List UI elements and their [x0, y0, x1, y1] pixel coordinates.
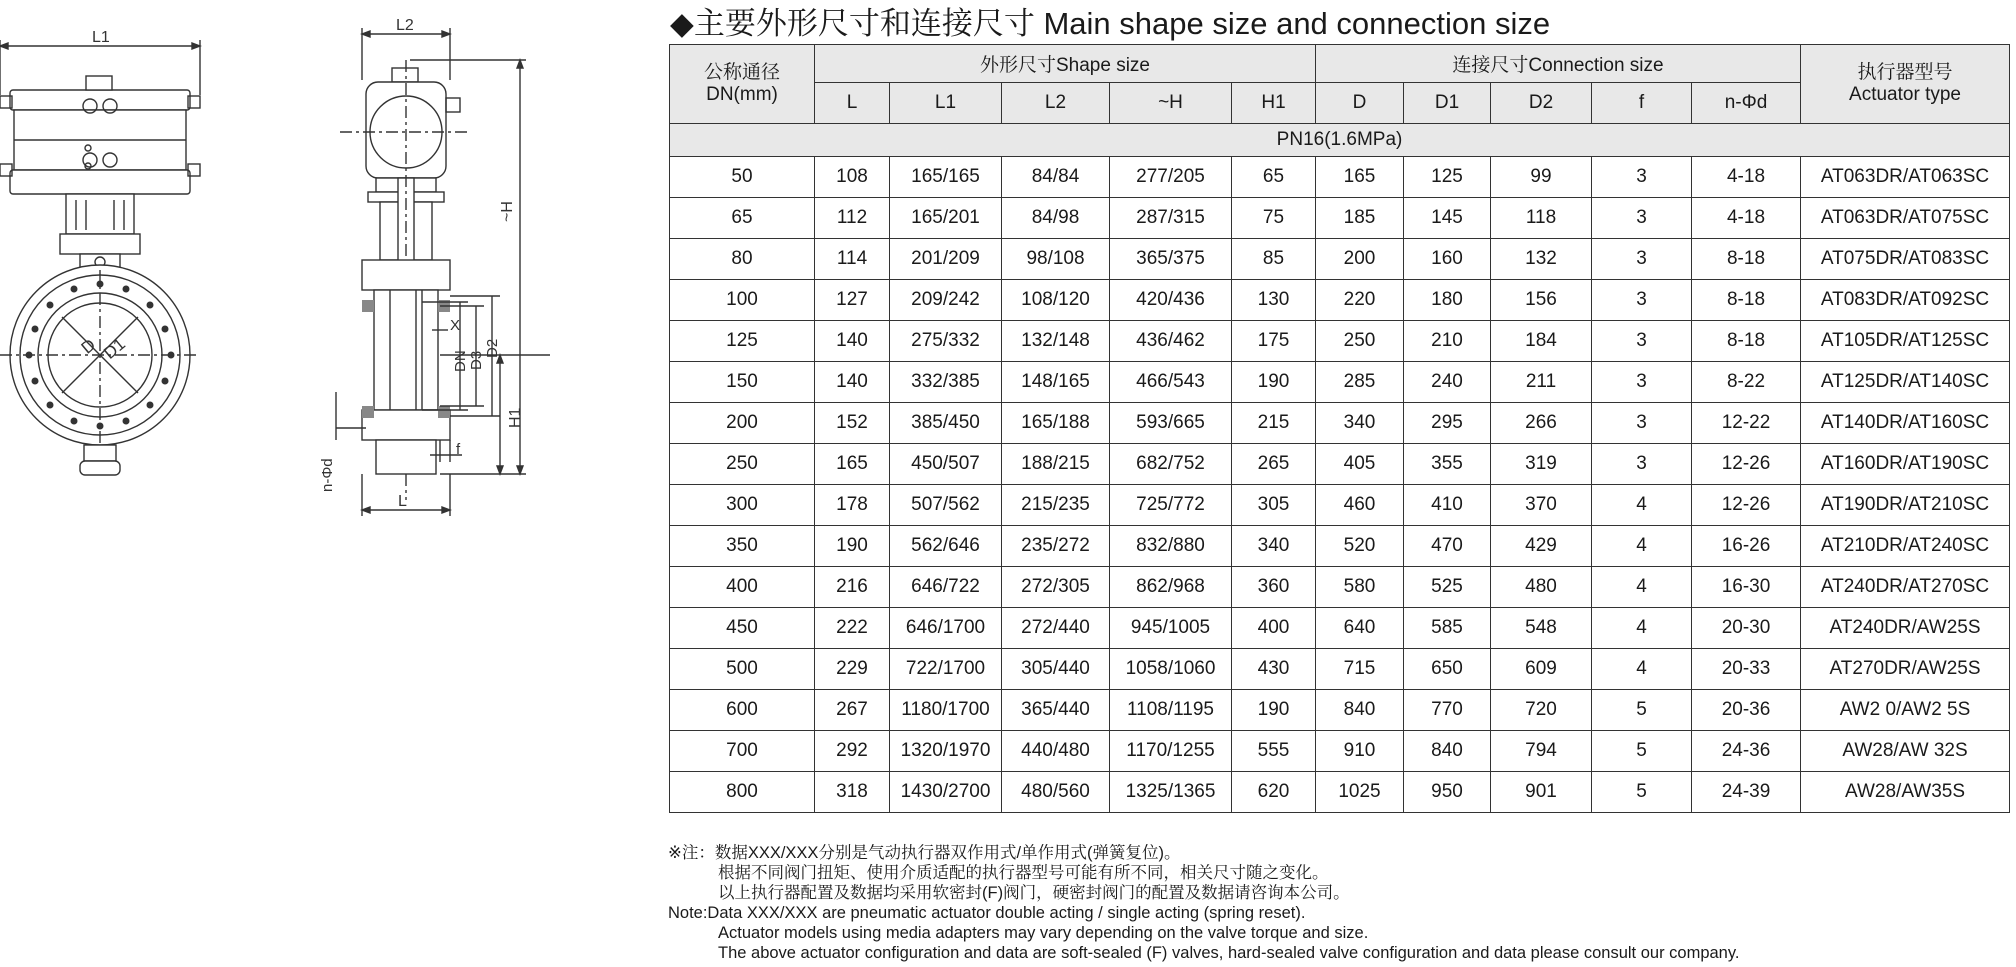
- table-cell: 200: [1316, 239, 1404, 280]
- table-cell: 1170/1255: [1110, 731, 1232, 772]
- table-cell: 520: [1316, 526, 1404, 567]
- table-cell: 400: [670, 567, 815, 608]
- table-cell: 75: [1232, 198, 1316, 239]
- table-cell: AT063DR/AT063SC: [1801, 157, 2010, 198]
- table-cell: 305: [1232, 485, 1316, 526]
- table-cell: 285: [1316, 362, 1404, 403]
- table-row: [670, 444, 2010, 485]
- table-cell: 646/1700: [890, 608, 1002, 649]
- table-cell: 16-30: [1692, 567, 1801, 608]
- table-cell: 1058/1060: [1110, 649, 1232, 690]
- table-row: [670, 239, 2010, 280]
- table-cell: 725/772: [1110, 485, 1232, 526]
- table-row: [670, 198, 2010, 239]
- table-cell: AW28/AW35S: [1801, 772, 2010, 813]
- table-cell: 184: [1491, 321, 1592, 362]
- table-cell: 3: [1592, 239, 1692, 280]
- shape-size-header: 外形尺寸Shape size: [815, 45, 1316, 83]
- table-cell: 50: [670, 157, 815, 198]
- table-cell: 450: [670, 608, 815, 649]
- sub-header-cell: f: [1592, 83, 1692, 124]
- table-cell: 85: [1232, 239, 1316, 280]
- table-cell: 240: [1404, 362, 1491, 403]
- table-cell: 277/205: [1110, 157, 1232, 198]
- table-cell: 145: [1404, 198, 1491, 239]
- table-cell: 4-18: [1692, 157, 1801, 198]
- table-cell: 4: [1592, 608, 1692, 649]
- table-cell: AW2 0/AW2 5S: [1801, 690, 2010, 731]
- table-cell: 220: [1316, 280, 1404, 321]
- table-cell: 267: [815, 690, 890, 731]
- table-cell: 319: [1491, 444, 1592, 485]
- table-row: [670, 280, 2010, 321]
- table-cell: 200: [670, 403, 815, 444]
- table-cell: 405: [1316, 444, 1404, 485]
- table-cell: 229: [815, 649, 890, 690]
- table-cell: 429: [1491, 526, 1592, 567]
- table-cell: 650: [1404, 649, 1491, 690]
- table-cell: 65: [670, 198, 815, 239]
- table-cell: 295: [1404, 403, 1491, 444]
- table-cell: 1180/1700: [890, 690, 1002, 731]
- table-cell: 185: [1316, 198, 1404, 239]
- table-cell: 165/201: [890, 198, 1002, 239]
- table-cell: 430: [1232, 649, 1316, 690]
- sub-header-cell: D: [1316, 83, 1404, 124]
- note-line: Note:Data XXX/XXX are pneumatic actuator double acting / single acting (spring reset).: [668, 904, 1306, 922]
- table-cell: AT083DR/AT092SC: [1801, 280, 2010, 321]
- table-row: [670, 157, 2010, 198]
- table-cell: 272/440: [1002, 608, 1110, 649]
- table-cell: 460: [1316, 485, 1404, 526]
- table-cell: AT190DR/AT210SC: [1801, 485, 2010, 526]
- table-cell: 548: [1491, 608, 1592, 649]
- table-cell: 562/646: [890, 526, 1002, 567]
- table-cell: 4-18: [1692, 198, 1801, 239]
- table-cell: 160: [1404, 239, 1491, 280]
- side-H-label: ~H: [499, 201, 516, 222]
- table-cell: AT105DR/AT125SC: [1801, 321, 2010, 362]
- table-cell: 370: [1491, 485, 1592, 526]
- sub-header-cell: L: [815, 83, 890, 124]
- pressure-row: PN16(1.6MPa): [670, 124, 2010, 157]
- table-cell: AW28/AW 32S: [1801, 731, 2010, 772]
- table-row: [670, 526, 2010, 567]
- table-cell: AT140DR/AT160SC: [1801, 403, 2010, 444]
- table-cell: 12-26: [1692, 485, 1801, 526]
- note-line: The above actuator configuration and data are soft-sealed (F) valves, hard-sealed valve configuration and data please consult our company.: [718, 944, 1740, 962]
- table-cell: 480: [1491, 567, 1592, 608]
- table-row: [670, 649, 2010, 690]
- table-cell: 275/332: [890, 321, 1002, 362]
- table-cell: AT210DR/AT240SC: [1801, 526, 2010, 567]
- table-cell: 132: [1491, 239, 1592, 280]
- table-cell: 1108/1195: [1110, 690, 1232, 731]
- table-cell: 215/235: [1002, 485, 1110, 526]
- table-cell: 235/272: [1002, 526, 1110, 567]
- table-cell: 440/480: [1002, 731, 1110, 772]
- table-cell: 593/665: [1110, 403, 1232, 444]
- table-cell: 720: [1491, 690, 1592, 731]
- side-X-label: X: [450, 317, 461, 334]
- table-cell: 125: [670, 321, 815, 362]
- table-cell: 165: [1316, 157, 1404, 198]
- table-cell: 152: [815, 403, 890, 444]
- table-cell: 190: [1232, 362, 1316, 403]
- table-cell: 300: [670, 485, 815, 526]
- table-cell: 862/968: [1110, 567, 1232, 608]
- connection-size-header: 连接尺寸Connection size: [1316, 45, 1801, 83]
- table-cell: 400: [1232, 608, 1316, 649]
- note-line: 根据不同阀门扭矩、使用介质适配的执行器型号可能有所不同，相关尺寸随之变化。: [718, 864, 1329, 882]
- table-cell: 722/1700: [890, 649, 1002, 690]
- side-D2-label: D2: [484, 338, 501, 358]
- table-cell: 420/436: [1110, 280, 1232, 321]
- table-cell: 3: [1592, 321, 1692, 362]
- table-cell: 108: [815, 157, 890, 198]
- table-cell: 266: [1491, 403, 1592, 444]
- table-row: [670, 403, 2010, 444]
- table-cell: 1025: [1316, 772, 1404, 813]
- table-cell: 3: [1592, 157, 1692, 198]
- table-cell: 180: [1404, 280, 1491, 321]
- table-cell: 222: [815, 608, 890, 649]
- table-cell: 100: [670, 280, 815, 321]
- table-cell: 355: [1404, 444, 1491, 485]
- table-cell: 840: [1404, 731, 1491, 772]
- table-cell: 585: [1404, 608, 1491, 649]
- note-line: Actuator models using media adapters may vary depending on the valve torque and size.: [718, 924, 1369, 942]
- table-cell: 910: [1316, 731, 1404, 772]
- table-cell: 272/305: [1002, 567, 1110, 608]
- side-H1-label: H1: [507, 407, 524, 428]
- page-title: ◆主要外形尺寸和连接尺寸 Main shape size and connection size: [670, 6, 1551, 41]
- table-cell: 114: [815, 239, 890, 280]
- table-cell: 4: [1592, 567, 1692, 608]
- table-cell: 215: [1232, 403, 1316, 444]
- table-row: [670, 772, 2010, 813]
- table-cell: 715: [1316, 649, 1404, 690]
- table-cell: 24-39: [1692, 772, 1801, 813]
- table-cell: 12-26: [1692, 444, 1801, 485]
- table-cell: AT125DR/AT140SC: [1801, 362, 2010, 403]
- table-cell: 190: [815, 526, 890, 567]
- table-row: [670, 608, 2010, 649]
- table-cell: 507/562: [890, 485, 1002, 526]
- table-cell: 945/1005: [1110, 608, 1232, 649]
- table-cell: 5: [1592, 690, 1692, 731]
- table-cell: 165/165: [890, 157, 1002, 198]
- table-cell: 436/462: [1110, 321, 1232, 362]
- table-cell: 700: [670, 731, 815, 772]
- table-cell: 365/440: [1002, 690, 1110, 731]
- table-cell: 450/507: [890, 444, 1002, 485]
- table-cell: 188/215: [1002, 444, 1110, 485]
- notes-block: [668, 843, 1739, 963]
- table-cell: 150: [670, 362, 815, 403]
- table-cell: 16-26: [1692, 526, 1801, 567]
- table-cell: 250: [670, 444, 815, 485]
- table-cell: AT063DR/AT075SC: [1801, 198, 2010, 239]
- table-cell: AT075DR/AT083SC: [1801, 239, 2010, 280]
- table-cell: 770: [1404, 690, 1491, 731]
- table-cell: 12-22: [1692, 403, 1801, 444]
- table-cell: 65: [1232, 157, 1316, 198]
- table-cell: 5: [1592, 772, 1692, 813]
- table-cell: 794: [1491, 731, 1592, 772]
- table-cell: 305/440: [1002, 649, 1110, 690]
- table-cell: 99: [1491, 157, 1592, 198]
- table-cell: 500: [670, 649, 815, 690]
- side-D3-label: D3: [468, 350, 485, 370]
- table-cell: 5: [1592, 731, 1692, 772]
- table-cell: 210: [1404, 321, 1491, 362]
- table-row: [670, 321, 2010, 362]
- front-L1-label: L1: [92, 29, 110, 46]
- side-nd-label: n-Φd: [319, 458, 336, 492]
- front-D-label: D: [77, 335, 100, 358]
- table-cell: 480/560: [1002, 772, 1110, 813]
- table-cell: 148/165: [1002, 362, 1110, 403]
- table-cell: 156: [1491, 280, 1592, 321]
- sub-header-cell: H1: [1232, 83, 1316, 124]
- table-cell: 555: [1232, 731, 1316, 772]
- table-row: [670, 690, 2010, 731]
- note-line: 以上执行器配置及数据均采用软密封(F)阀门，硬密封阀门的配置及数据请咨询本公司。: [718, 884, 1350, 902]
- table-row: [670, 567, 2010, 608]
- table-cell: 20-36: [1692, 690, 1801, 731]
- table-cell: AT240DR/AW25S: [1801, 608, 2010, 649]
- table-cell: 190: [1232, 690, 1316, 731]
- table-cell: 209/242: [890, 280, 1002, 321]
- table-cell: 360: [1232, 567, 1316, 608]
- table-cell: 125: [1404, 157, 1491, 198]
- table-cell: 112: [815, 198, 890, 239]
- table-row: [670, 731, 2010, 772]
- table-cell: 211: [1491, 362, 1592, 403]
- table-cell: AT240DR/AT270SC: [1801, 567, 2010, 608]
- table-row: [670, 485, 2010, 526]
- sub-header-cell: L2: [1002, 83, 1110, 124]
- table-cell: 165: [815, 444, 890, 485]
- front-D1-label: D1: [100, 334, 129, 363]
- table-cell: 8-18: [1692, 280, 1801, 321]
- table-cell: 292: [815, 731, 890, 772]
- sub-header-cell: ~H: [1110, 83, 1232, 124]
- table-cell: 4: [1592, 526, 1692, 567]
- table-cell: 609: [1491, 649, 1592, 690]
- side-view: [319, 17, 550, 516]
- table-cell: 216: [815, 567, 890, 608]
- table-cell: 580: [1316, 567, 1404, 608]
- table-cell: 901: [1491, 772, 1592, 813]
- table-cell: 24-36: [1692, 731, 1801, 772]
- table-cell: 385/450: [890, 403, 1002, 444]
- table-cell: 350: [670, 526, 815, 567]
- table-cell: 950: [1404, 772, 1491, 813]
- table-cell: 1320/1970: [890, 731, 1002, 772]
- table-cell: 140: [815, 321, 890, 362]
- note-line: ※注：数据XXX/XXX分别是气动执行器双作用式/单作用式(弹簧复位)。: [668, 844, 1181, 862]
- table-cell: AT270DR/AW25S: [1801, 649, 2010, 690]
- table-cell: 1430/2700: [890, 772, 1002, 813]
- table-cell: 340: [1232, 526, 1316, 567]
- table-cell: 20-30: [1692, 608, 1801, 649]
- table-cell: 3: [1592, 403, 1692, 444]
- table-cell: 3: [1592, 198, 1692, 239]
- actuator-header: 执行器型号 Actuator type: [1801, 45, 2010, 124]
- side-f-label: f: [456, 441, 461, 458]
- side-L2-label: L2: [396, 17, 414, 34]
- table-cell: 466/543: [1110, 362, 1232, 403]
- table-cell: 80: [670, 239, 815, 280]
- table-cell: 250: [1316, 321, 1404, 362]
- table-cell: 840: [1316, 690, 1404, 731]
- table-cell: 130: [1232, 280, 1316, 321]
- table-cell: 201/209: [890, 239, 1002, 280]
- table-cell: 340: [1316, 403, 1404, 444]
- table-row: [670, 362, 2010, 403]
- table-cell: 132/148: [1002, 321, 1110, 362]
- table-cell: 365/375: [1110, 239, 1232, 280]
- table-cell: 410: [1404, 485, 1491, 526]
- side-L-label: L: [398, 493, 407, 510]
- table-cell: 640: [1316, 608, 1404, 649]
- table-cell: 646/722: [890, 567, 1002, 608]
- table-cell: 108/120: [1002, 280, 1110, 321]
- table-cell: 4: [1592, 649, 1692, 690]
- table-cell: 175: [1232, 321, 1316, 362]
- table-cell: 98/108: [1002, 239, 1110, 280]
- table-cell: 3: [1592, 444, 1692, 485]
- table-cell: 178: [815, 485, 890, 526]
- table-cell: 287/315: [1110, 198, 1232, 239]
- table-cell: 8-22: [1692, 362, 1801, 403]
- table-cell: 84/98: [1002, 198, 1110, 239]
- table-cell: 318: [815, 772, 890, 813]
- table-cell: 800: [670, 772, 815, 813]
- valve-technical-drawing: [0, 0, 660, 540]
- sub-header-cell: D1: [1404, 83, 1491, 124]
- sub-header-cell: n-Φd: [1692, 83, 1801, 124]
- table-cell: 525: [1404, 567, 1491, 608]
- front-view: [0, 29, 200, 475]
- table-cell: 118: [1491, 198, 1592, 239]
- table-cell: 332/385: [890, 362, 1002, 403]
- sub-header-cell: D2: [1491, 83, 1592, 124]
- table-cell: 4: [1592, 485, 1692, 526]
- table-cell: 8-18: [1692, 239, 1801, 280]
- table-cell: 3: [1592, 280, 1692, 321]
- sub-header-cell: L1: [890, 83, 1002, 124]
- table-cell: 3: [1592, 362, 1692, 403]
- dn-header: 公称通径 DN(mm): [670, 45, 815, 124]
- table-cell: 84/84: [1002, 157, 1110, 198]
- table-cell: 127: [815, 280, 890, 321]
- table-cell: 682/752: [1110, 444, 1232, 485]
- table-cell: 20-33: [1692, 649, 1801, 690]
- table-cell: 470: [1404, 526, 1491, 567]
- table-cell: 140: [815, 362, 890, 403]
- table-cell: 600: [670, 690, 815, 731]
- table-cell: 620: [1232, 772, 1316, 813]
- table-cell: 8-18: [1692, 321, 1801, 362]
- table-cell: 1325/1365: [1110, 772, 1232, 813]
- table-cell: 832/880: [1110, 526, 1232, 567]
- side-DN-label: DN: [452, 350, 469, 372]
- dimension-table: [669, 44, 2010, 813]
- table-cell: 165/188: [1002, 403, 1110, 444]
- table-cell: 265: [1232, 444, 1316, 485]
- table-cell: AT160DR/AT190SC: [1801, 444, 2010, 485]
